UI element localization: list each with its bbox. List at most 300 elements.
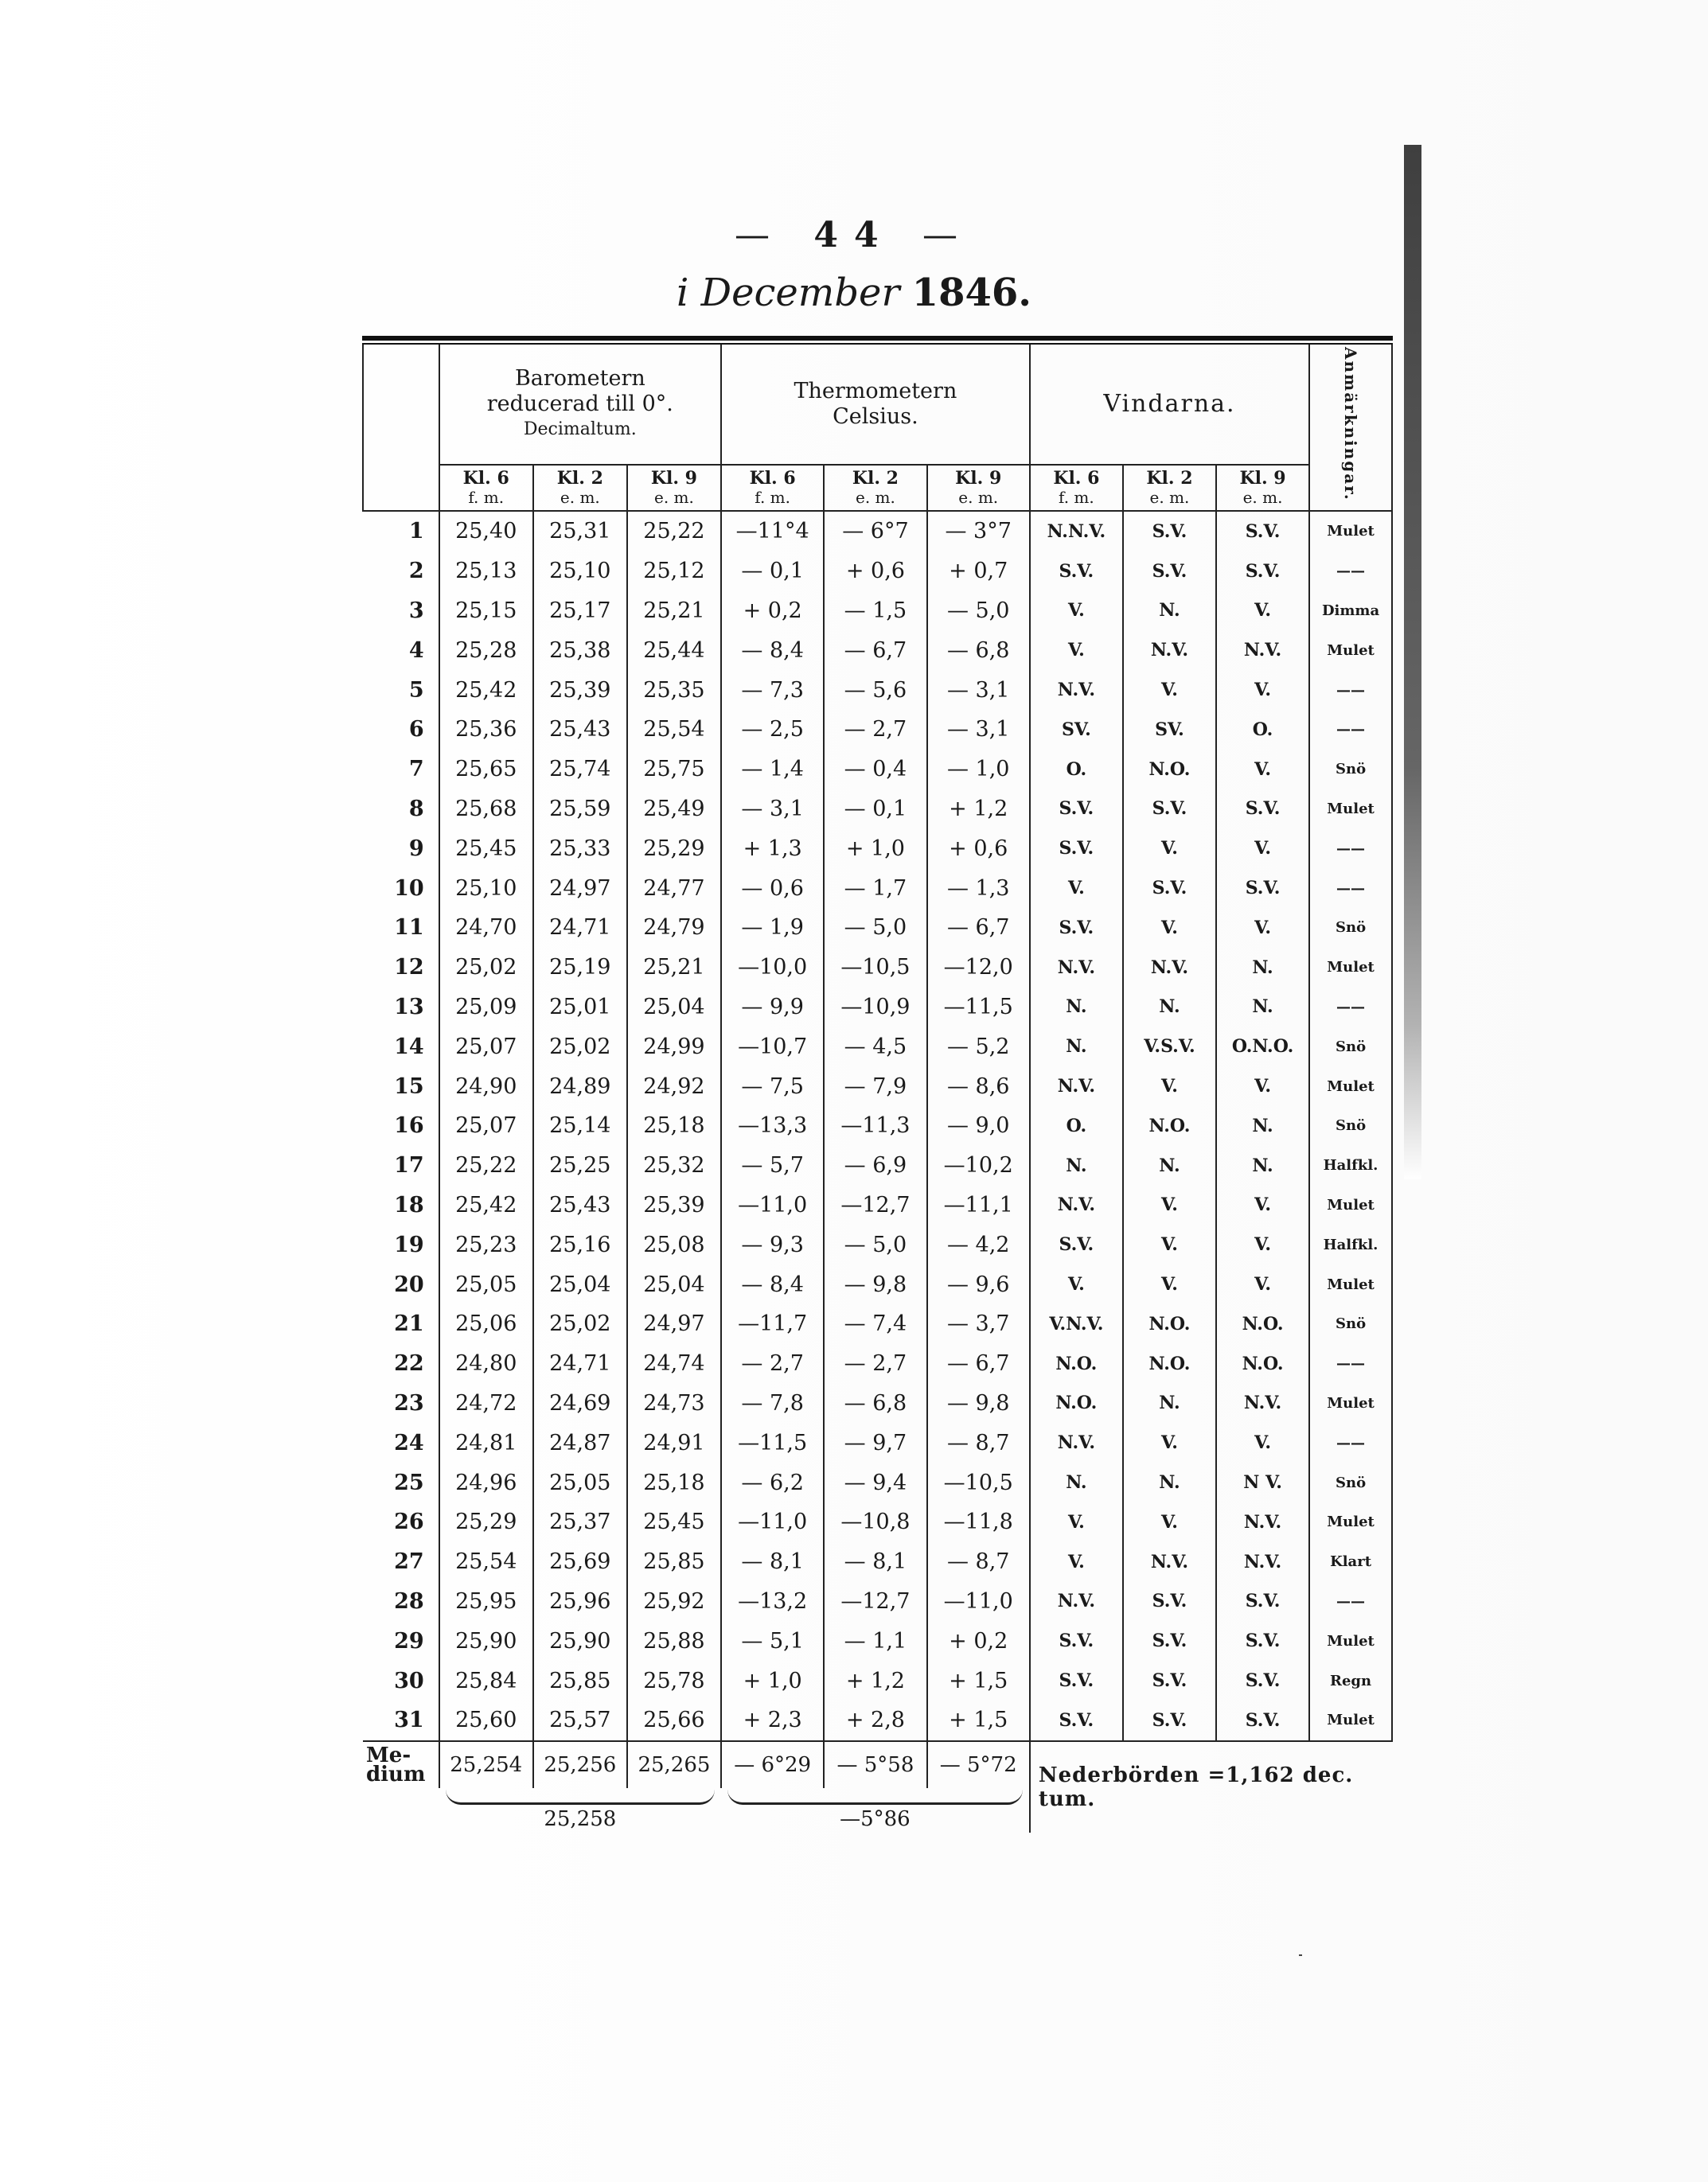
- cell-temp-2: — 4,5: [824, 1027, 926, 1066]
- cell-remark: Mulet: [1309, 948, 1392, 988]
- barometer-header-line3: Decimaltum.: [523, 419, 637, 439]
- temp-brace-shape: [727, 1790, 1023, 1805]
- medium-row: [363, 1741, 1392, 1788]
- time-header-8: [1216, 465, 1309, 511]
- cell-wind-2: V.: [1123, 1502, 1216, 1542]
- cell-temp-6: — 8,4: [721, 1264, 824, 1304]
- cell-day: 29: [363, 1621, 439, 1661]
- cell-temp-6: —13,2: [721, 1582, 824, 1622]
- cell-wind-9: V.: [1216, 591, 1309, 631]
- cell-baro-9: 24,92: [627, 1066, 721, 1106]
- cell-temp-2: + 2,8: [824, 1701, 926, 1741]
- cell-temp-6: — 1,9: [721, 908, 824, 948]
- cell-temp-2: + 1,2: [824, 1661, 926, 1701]
- cell-day: 20: [363, 1264, 439, 1304]
- cell-temp-2: — 2,7: [824, 1344, 926, 1384]
- cell-day: 7: [363, 750, 439, 789]
- cell-baro-9: 25,66: [627, 1701, 721, 1741]
- cell-temp-9: — 9,0: [927, 1106, 1030, 1146]
- cell-wind-2: N.O.: [1123, 750, 1216, 789]
- cell-day: 22: [363, 1344, 439, 1384]
- cell-baro-9: 25,88: [627, 1621, 721, 1661]
- cell-wind-2: N.O.: [1123, 1304, 1216, 1344]
- cell-temp-6: — 1,4: [721, 750, 824, 789]
- average-spacer: [363, 1788, 439, 1833]
- cell-temp-9: + 1,5: [927, 1661, 1030, 1701]
- cell-baro-9: 25,12: [627, 551, 721, 591]
- time-header-period: e. m.: [958, 488, 999, 507]
- time-header-clock: Kl. 6: [1053, 468, 1100, 489]
- cell-wind-9: N.: [1216, 1106, 1309, 1146]
- cell-wind-2: N.: [1123, 1463, 1216, 1502]
- page-title: [0, 271, 1708, 315]
- weather-table: [362, 345, 1393, 1833]
- cell-wind-9: N.: [1216, 988, 1309, 1027]
- cell-remark: Snö: [1309, 908, 1392, 948]
- cell-temp-6: — 9,9: [721, 988, 824, 1027]
- cell-baro-2: 25,33: [533, 828, 627, 868]
- cell-temp-9: —11,1: [927, 1186, 1030, 1225]
- cell-day: 30: [363, 1661, 439, 1701]
- cell-wind-9: N.: [1216, 1146, 1309, 1186]
- cell-baro-6: 25,10: [439, 868, 533, 908]
- cell-remark: Snö: [1309, 1304, 1392, 1344]
- cell-wind-2: S.V.: [1123, 789, 1216, 829]
- daily-rows: [363, 511, 1392, 1741]
- cell-day: 27: [363, 1542, 439, 1582]
- medium-baro-9: 25,265: [627, 1741, 721, 1788]
- cell-baro-6: 25,95: [439, 1582, 533, 1622]
- cell-baro-2: 24,97: [533, 868, 627, 908]
- cell-baro-9: 25,44: [627, 630, 721, 670]
- cell-temp-2: — 2,7: [824, 710, 926, 750]
- page-number: [0, 215, 1708, 255]
- cell-baro-2: 25,43: [533, 710, 627, 750]
- cell-baro-6: 25,60: [439, 1701, 533, 1741]
- cell-day: 19: [363, 1225, 439, 1264]
- cell-wind-9: V.: [1216, 1225, 1309, 1264]
- cell-baro-6: 24,80: [439, 1344, 533, 1384]
- time-header-2: [627, 465, 721, 511]
- cell-temp-9: — 5,2: [927, 1027, 1030, 1066]
- cell-remark: Mulet: [1309, 1066, 1392, 1106]
- cell-temp-2: —10,5: [824, 948, 926, 988]
- cell-wind-9: N V.: [1216, 1463, 1309, 1502]
- cell-temp-9: + 0,7: [927, 551, 1030, 591]
- title-year: 1846.: [911, 271, 1031, 315]
- cell-day: 28: [363, 1582, 439, 1622]
- cell-wind-9: N.V.: [1216, 1542, 1309, 1582]
- cell-day: 6: [363, 710, 439, 750]
- cell-day: 17: [363, 1146, 439, 1186]
- cell-wind-2: N.: [1123, 988, 1216, 1027]
- cell-temp-9: + 1,5: [927, 1701, 1030, 1741]
- cell-wind-6: V.: [1030, 591, 1123, 631]
- cell-day: 31: [363, 1701, 439, 1741]
- cell-remark: Mulet: [1309, 511, 1392, 551]
- cell-temp-6: — 0,6: [721, 868, 824, 908]
- cell-temp-9: — 3°7: [927, 511, 1030, 551]
- cell-wind-6: N.V.: [1030, 1066, 1123, 1106]
- cell-temp-2: + 0,6: [824, 551, 926, 591]
- medium-label-line2: dium: [366, 1762, 426, 1787]
- cell-baro-2: 25,16: [533, 1225, 627, 1264]
- cell-baro-2: 25,59: [533, 789, 627, 829]
- cell-baro-9: 25,04: [627, 988, 721, 1027]
- cell-wind-6: S.V.: [1030, 1621, 1123, 1661]
- cell-baro-9: 24,79: [627, 908, 721, 948]
- cell-baro-6: 25,13: [439, 551, 533, 591]
- cell-wind-9: S.V.: [1216, 1582, 1309, 1622]
- cell-remark: Snö: [1309, 1106, 1392, 1146]
- cell-baro-2: 25,25: [533, 1146, 627, 1186]
- cell-wind-2: N.: [1123, 1384, 1216, 1424]
- cell-baro-9: 24,74: [627, 1344, 721, 1384]
- cell-temp-2: + 1,0: [824, 828, 926, 868]
- cell-baro-9: 25,35: [627, 670, 721, 710]
- cell-baro-9: 25,54: [627, 710, 721, 750]
- medium-label: [363, 1741, 439, 1788]
- cell-temp-9: — 1,0: [927, 750, 1030, 789]
- cell-baro-2: 24,71: [533, 908, 627, 948]
- cell-day: 4: [363, 630, 439, 670]
- cell-wind-6: N.V.: [1030, 670, 1123, 710]
- cell-remark: Snö: [1309, 750, 1392, 789]
- cell-baro-6: 24,72: [439, 1384, 533, 1424]
- cell-baro-6: 25,09: [439, 988, 533, 1027]
- cell-baro-2: 25,02: [533, 1304, 627, 1344]
- cell-wind-6: S.V.: [1030, 551, 1123, 591]
- cell-temp-6: —10,0: [721, 948, 824, 988]
- cell-temp-6: —11,0: [721, 1186, 824, 1225]
- title-month: i December: [677, 271, 900, 315]
- cell-temp-2: — 1,5: [824, 591, 926, 631]
- cell-baro-6: 25,84: [439, 1661, 533, 1701]
- table-row: [363, 908, 1392, 948]
- cell-wind-6: N.: [1030, 1146, 1123, 1186]
- thermometer-header-line2: Celsius.: [833, 404, 918, 429]
- time-header-1: [533, 465, 627, 511]
- cell-temp-6: —11,0: [721, 1502, 824, 1542]
- cell-remark: Klart: [1309, 1542, 1392, 1582]
- time-header-period: f. m.: [755, 488, 790, 507]
- table-top-rule: [362, 336, 1393, 341]
- cell-wind-6: N.V.: [1030, 948, 1123, 988]
- cell-wind-9: V.: [1216, 908, 1309, 948]
- cell-wind-2: S.V.: [1123, 1621, 1216, 1661]
- cell-remark: Snö: [1309, 1027, 1392, 1066]
- time-header-period: e. m.: [654, 488, 694, 507]
- cell-temp-6: — 8,4: [721, 630, 824, 670]
- thermometer-header-line1: Thermometern: [794, 379, 957, 403]
- precipitation-note: Nederbörden =1,162 dec. tum.: [1030, 1741, 1392, 1833]
- cell-temp-6: — 3,1: [721, 789, 824, 829]
- cell-baro-9: 24,97: [627, 1304, 721, 1344]
- cell-temp-2: — 9,8: [824, 1264, 926, 1304]
- cell-baro-9: 25,32: [627, 1146, 721, 1186]
- table-row: [363, 750, 1392, 789]
- cell-baro-6: 25,02: [439, 948, 533, 988]
- time-header-clock: Kl. 2: [556, 468, 603, 489]
- table-row: [363, 551, 1392, 591]
- cell-remark: Dimma: [1309, 591, 1392, 631]
- cell-baro-2: 25,37: [533, 1502, 627, 1542]
- table-row: [363, 1344, 1392, 1384]
- cell-temp-2: — 5,0: [824, 908, 926, 948]
- cell-baro-6: 25,68: [439, 789, 533, 829]
- cell-temp-2: — 8,1: [824, 1542, 926, 1582]
- cell-wind-9: N.O.: [1216, 1344, 1309, 1384]
- cell-baro-2: 25,04: [533, 1264, 627, 1304]
- cell-wind-6: O.: [1030, 1106, 1123, 1146]
- cell-wind-2: N.V.: [1123, 948, 1216, 988]
- cell-remark: Mulet: [1309, 1621, 1392, 1661]
- time-header-period: e. m.: [1242, 488, 1283, 507]
- cell-temp-2: —12,7: [824, 1186, 926, 1225]
- cell-remark: Mulet: [1309, 789, 1392, 829]
- barometer-header: [439, 345, 721, 465]
- cell-temp-9: — 6,8: [927, 630, 1030, 670]
- cell-baro-6: 25,40: [439, 511, 533, 551]
- cell-baro-9: 25,29: [627, 828, 721, 868]
- baro-average: 25,258: [544, 1806, 617, 1831]
- temp-brace: [721, 1790, 1029, 1807]
- cell-temp-2: —11,3: [824, 1106, 926, 1146]
- table-row: [363, 1384, 1392, 1424]
- cell-baro-2: 25,17: [533, 591, 627, 631]
- cell-wind-6: S.V.: [1030, 908, 1123, 948]
- page-number-value: 44: [813, 215, 895, 255]
- cell-wind-2: V.: [1123, 1186, 1216, 1225]
- cell-wind-2: V.: [1123, 1225, 1216, 1264]
- cell-day: 12: [363, 948, 439, 988]
- cell-baro-9: 25,18: [627, 1106, 721, 1146]
- cell-day: 2: [363, 551, 439, 591]
- cell-temp-2: — 5,0: [824, 1225, 926, 1264]
- cell-remark: ——: [1309, 828, 1392, 868]
- cell-temp-9: — 5,0: [927, 591, 1030, 631]
- cell-temp-9: + 0,6: [927, 828, 1030, 868]
- cell-wind-9: S.V.: [1216, 868, 1309, 908]
- cell-baro-2: 25,43: [533, 1186, 627, 1225]
- cell-wind-9: V.: [1216, 750, 1309, 789]
- temp-average-cell: [721, 1788, 1030, 1833]
- cell-baro-2: 25,39: [533, 670, 627, 710]
- cell-baro-6: 25,45: [439, 828, 533, 868]
- cell-wind-2: N.O.: [1123, 1106, 1216, 1146]
- cell-wind-2: S.V.: [1123, 1661, 1216, 1701]
- cell-temp-2: — 0,4: [824, 750, 926, 789]
- time-header-0: [439, 465, 533, 511]
- cell-baro-2: 25,31: [533, 511, 627, 551]
- cell-temp-2: — 6,7: [824, 630, 926, 670]
- cell-temp-6: — 0,1: [721, 551, 824, 591]
- cell-baro-2: 25,19: [533, 948, 627, 988]
- cell-day: 3: [363, 591, 439, 631]
- medium-label-line1: Me-: [366, 1743, 411, 1767]
- baro-brace: [439, 1790, 721, 1807]
- cell-wind-2: SV.: [1123, 710, 1216, 750]
- cell-wind-6: S.V.: [1030, 1701, 1123, 1741]
- cell-baro-2: 25,69: [533, 1542, 627, 1582]
- table-row: [363, 988, 1392, 1027]
- cell-baro-9: 25,78: [627, 1661, 721, 1701]
- cell-temp-9: —10,5: [927, 1463, 1030, 1502]
- time-header-period: e. m.: [560, 488, 600, 507]
- cell-wind-6: V.N.V.: [1030, 1304, 1123, 1344]
- cell-temp-6: + 1,3: [721, 828, 824, 868]
- cell-wind-2: N.V.: [1123, 1542, 1216, 1582]
- temp-average: —5°86: [840, 1806, 911, 1831]
- group-header-row: [363, 345, 1392, 465]
- cell-baro-6: 25,54: [439, 1542, 533, 1582]
- cell-baro-6: 25,42: [439, 1186, 533, 1225]
- cell-baro-2: 25,10: [533, 551, 627, 591]
- cell-wind-6: S.V.: [1030, 789, 1123, 829]
- time-header-clock: Kl. 6: [749, 468, 796, 489]
- cell-temp-6: — 2,7: [721, 1344, 824, 1384]
- table-row: [363, 591, 1392, 631]
- cell-wind-2: V.: [1123, 670, 1216, 710]
- cell-remark: ——: [1309, 551, 1392, 591]
- page-number-dash-left: —: [735, 215, 786, 255]
- cell-temp-6: —11°4: [721, 511, 824, 551]
- medium-temp-2: — 5°58: [824, 1741, 926, 1788]
- cell-wind-2: V.: [1123, 1264, 1216, 1304]
- time-header-clock: Kl. 2: [1146, 468, 1193, 489]
- cell-remark: Mulet: [1309, 630, 1392, 670]
- cell-day: 8: [363, 789, 439, 829]
- cell-temp-9: + 0,2: [927, 1621, 1030, 1661]
- cell-day: 15: [363, 1066, 439, 1106]
- cell-wind-6: S.V.: [1030, 1225, 1123, 1264]
- cell-baro-2: 25,57: [533, 1701, 627, 1741]
- table-row: [363, 1621, 1392, 1661]
- cell-temp-9: — 3,1: [927, 710, 1030, 750]
- time-header-7: [1123, 465, 1216, 511]
- table-row: [363, 1502, 1392, 1542]
- cell-wind-9: N.V.: [1216, 1384, 1309, 1424]
- table-row: [363, 1225, 1392, 1264]
- cell-wind-2: S.V.: [1123, 1582, 1216, 1622]
- cell-wind-6: V.: [1030, 1542, 1123, 1582]
- time-header-clock: Kl. 2: [852, 468, 899, 489]
- cell-baro-2: 25,01: [533, 988, 627, 1027]
- cell-temp-6: — 9,3: [721, 1225, 824, 1264]
- cell-wind-6: V.: [1030, 868, 1123, 908]
- cell-temp-2: — 9,4: [824, 1463, 926, 1502]
- cell-remark: Mulet: [1309, 1186, 1392, 1225]
- cell-wind-6: N.V.: [1030, 1582, 1123, 1622]
- cell-temp-9: — 8,7: [927, 1423, 1030, 1463]
- cell-day: 10: [363, 868, 439, 908]
- medium-temp-6: — 6°29: [721, 1741, 824, 1788]
- cell-wind-9: N.: [1216, 948, 1309, 988]
- cell-day: 16: [363, 1106, 439, 1146]
- cell-temp-2: — 6°7: [824, 511, 926, 551]
- cell-temp-9: — 6,7: [927, 1344, 1030, 1384]
- table-row: [363, 1186, 1392, 1225]
- table-row: [363, 1066, 1392, 1106]
- cell-wind-2: V.S.V.: [1123, 1027, 1216, 1066]
- cell-temp-9: — 9,8: [927, 1384, 1030, 1424]
- cell-baro-9: 24,99: [627, 1027, 721, 1066]
- cell-wind-9: V.: [1216, 828, 1309, 868]
- cell-baro-9: 25,21: [627, 948, 721, 988]
- cell-baro-6: 25,29: [439, 1502, 533, 1542]
- cell-baro-9: 24,77: [627, 868, 721, 908]
- table-row: [363, 1542, 1392, 1582]
- cell-wind-9: S.V.: [1216, 1701, 1309, 1741]
- cell-baro-9: 24,73: [627, 1384, 721, 1424]
- time-header-3: [721, 465, 824, 511]
- cell-remark: Mulet: [1309, 1384, 1392, 1424]
- cell-wind-9: V.: [1216, 670, 1309, 710]
- cell-temp-6: — 7,5: [721, 1066, 824, 1106]
- cell-wind-6: S.V.: [1030, 1661, 1123, 1701]
- cell-baro-2: 24,69: [533, 1384, 627, 1424]
- cell-temp-2: — 7,4: [824, 1304, 926, 1344]
- cell-temp-2: — 1,1: [824, 1621, 926, 1661]
- day-column-header: [363, 345, 439, 511]
- time-header-4: [824, 465, 926, 511]
- cell-wind-9: V.: [1216, 1066, 1309, 1106]
- cell-temp-6: — 6,2: [721, 1463, 824, 1502]
- cell-remark: ——: [1309, 710, 1392, 750]
- cell-baro-6: 24,90: [439, 1066, 533, 1106]
- cell-baro-6: 25,42: [439, 670, 533, 710]
- cell-wind-2: N.V.: [1123, 630, 1216, 670]
- cell-wind-9: N.V.: [1216, 1502, 1309, 1542]
- cell-baro-2: 25,14: [533, 1106, 627, 1146]
- cell-baro-9: 25,04: [627, 1264, 721, 1304]
- cell-wind-6: V.: [1030, 1502, 1123, 1542]
- cell-remark: ——: [1309, 670, 1392, 710]
- time-header-clock: Kl. 9: [955, 468, 1002, 489]
- cell-baro-9: 25,85: [627, 1542, 721, 1582]
- table-row: [363, 1146, 1392, 1186]
- cell-wind-6: N.: [1030, 988, 1123, 1027]
- cell-baro-6: 25,90: [439, 1621, 533, 1661]
- cell-temp-6: —11,7: [721, 1304, 824, 1344]
- cell-temp-9: —11,0: [927, 1582, 1030, 1622]
- cell-baro-9: 25,45: [627, 1502, 721, 1542]
- cell-temp-9: — 6,7: [927, 908, 1030, 948]
- cell-wind-9: S.V.: [1216, 1661, 1309, 1701]
- cell-baro-6: 25,36: [439, 710, 533, 750]
- cell-baro-6: 24,96: [439, 1463, 533, 1502]
- cell-wind-9: V.: [1216, 1423, 1309, 1463]
- time-header-period: e. m.: [1149, 488, 1190, 507]
- cell-temp-2: — 7,9: [824, 1066, 926, 1106]
- cell-remark: ——: [1309, 1344, 1392, 1384]
- cell-baro-2: 25,38: [533, 630, 627, 670]
- table-row: [363, 1582, 1392, 1622]
- cell-baro-9: 25,39: [627, 1186, 721, 1225]
- barometer-header-line2: reducerad till 0°.: [486, 392, 673, 416]
- cell-wind-9: V.: [1216, 1264, 1309, 1304]
- cell-temp-6: — 8,1: [721, 1542, 824, 1582]
- time-header-5: [927, 465, 1030, 511]
- cell-temp-9: + 1,2: [927, 789, 1030, 829]
- cell-wind-6: N.V.: [1030, 1423, 1123, 1463]
- cell-baro-6: 25,65: [439, 750, 533, 789]
- cell-baro-2: 25,85: [533, 1661, 627, 1701]
- cell-remark: Halfkl.: [1309, 1146, 1392, 1186]
- table-row: [363, 630, 1392, 670]
- cell-remark: Mulet: [1309, 1502, 1392, 1542]
- table-row: [363, 948, 1392, 988]
